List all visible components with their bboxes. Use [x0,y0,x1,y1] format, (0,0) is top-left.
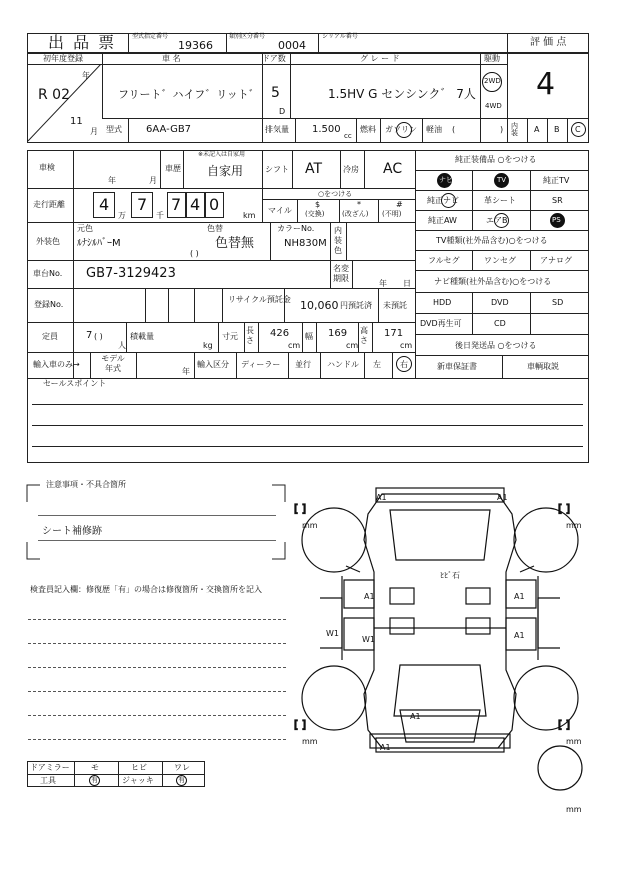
equip-genuine-navi: 純正ナビ [427,196,459,205]
height-value: 171 [384,328,404,339]
legend-break: ワレ [174,763,190,772]
mm-spare: mm [566,805,582,814]
score-value: 4 [536,67,556,102]
mm-front-left: mm [302,521,318,530]
svg-text:[ ]: [ ] [558,718,571,731]
legend-tools: 工具 [40,776,56,785]
mileage-star: * [357,200,361,209]
mileage-mile: マイル [268,206,292,215]
mileage-exchange: (交換) [305,210,325,218]
handle-label: ハンドル [327,360,359,369]
capacity-person: 人 [118,341,126,350]
model-year-label: モデル年式 [101,354,125,373]
mileage-dollar: $ [315,200,321,209]
equip-title: 純正装備品 ○をつける [455,155,537,164]
ac-value: AC [383,161,403,177]
later-manual: 車輌取説 [527,362,559,371]
disp-label: 排気量 [265,125,289,134]
score-label: 評 価 点 [530,37,567,48]
mark-left-front-door: A1 [364,592,375,601]
repaint-paren: ( ) [190,249,199,258]
mark-rear-gate: A1 [410,712,421,721]
chassis-value: GB7-3129423 [86,266,176,281]
orig-color-value: ﾙﾅｼﾙﾊﾞｰM [77,238,121,249]
color-no-value: NH830M [284,238,327,249]
ac-label: 冷房 [343,165,359,174]
navi-cd: CD [494,319,506,328]
shift-label: シフト [265,165,289,174]
mark-right-front-door: A1 [514,592,525,601]
serial-label: シリアル番号 [322,33,358,40]
recycle-unpaid: 未預託 [383,301,407,310]
history-value: 自家用 [207,164,244,178]
first-reg-era: R 02 [38,87,70,103]
width-value: 169 [328,328,348,339]
load-kg: kg [203,341,213,350]
mm-rear-right: mm [566,737,582,746]
navi-dvd: DVD [491,298,509,307]
legend-jack: ジャッキ [122,776,154,785]
inspect-label: 車検 [39,163,55,172]
svg-text:[ ]: [ ] [558,502,571,515]
mm-rear-left: mm [302,737,318,746]
first-reg-month: 11 [70,116,83,127]
grade-label: グ レ ー ド [360,54,400,63]
model-label: 型式 [106,125,122,134]
notes-line-1: シート補修跡 [42,526,102,537]
navi-type-title: ナビ種類(社外品含む)○をつける [434,277,552,286]
import-div-label: 輸入区分 [197,360,229,369]
tv-oneseg: ワンセグ [484,256,516,265]
mark-left-side: W1 [326,629,339,638]
interior-label: 内装 [511,122,518,137]
length-cm: cm [288,341,301,350]
capacity-paren: ( ) [94,332,103,341]
mark-front-bumper: A1 [376,493,387,502]
length-label: 長さ [246,326,254,345]
height-label: 高さ [360,326,368,345]
import-parallel: 並行 [295,360,311,369]
page-title: 出 品 票 [48,33,117,52]
name-change-day: 日 [403,279,411,288]
equip-leather-seat: 革シート [484,196,516,205]
color-label: 外装色 [36,237,60,246]
length-value: 426 [270,328,290,339]
door-sub: D [279,107,286,116]
notes-bracket [26,484,286,560]
mileage-tamper: (改ざん) [342,210,369,218]
car-name-label: 車 名 [162,54,181,63]
disp-value: 1.500 [312,124,341,135]
recycle-label: リサイクル預託金 [228,295,291,304]
drive-label: 駆動 [484,54,500,63]
later-warranty: 新車保証書 [437,362,477,371]
drive-4wd: 4WD [485,102,502,110]
import-label: 輸入車のみ→ [33,360,80,369]
shift-value: AT [305,161,323,177]
recycle-value: 10,060 [300,299,339,312]
mileage-sen: 千 [156,211,164,220]
interior-c: C [575,125,581,134]
repaint-value: 色替無 [215,236,255,251]
capacity-label: 定員 [42,332,58,341]
class-value: 0004 [278,39,306,52]
tv-fullseg: フルセグ [428,256,460,265]
mileage-digit-2: 7 [137,195,148,214]
type-label: 型式指定番号 [132,33,169,40]
load-label: 積載量 [130,332,154,341]
mileage-digit-1: 4 [99,195,110,214]
handle-right: 右 [400,360,408,369]
mileage-circle-note: ○をつける [318,190,353,198]
color-no-label: カラーNo. [277,224,315,233]
legend-door-mirror: ドアミラー [30,763,70,772]
history-note: ※未記入は自家用 [198,151,246,158]
first-reg-label: 初年度登録 [43,54,83,63]
repaint-label: 色替 [207,224,223,233]
sales-point-label: セールスポイント [43,379,107,388]
class-label: 類別区分番号 [229,33,266,40]
inspect-month: 月 [149,176,157,185]
mileage-digit-3: 7 [171,195,182,214]
svg-text:[ ]: [ ] [294,718,307,731]
mileage-label: 走行距離 [33,200,65,209]
mark-left-rear-door: W1 [362,635,375,644]
interior-a: A [534,125,540,134]
svg-text:[ ]: [ ] [294,502,307,515]
fuel-diesel: 軽油 [426,125,442,134]
equip-genuine-aw: 純正AW [428,216,457,225]
tv-analog: アナログ [540,256,572,265]
navi-dvd-play: DVD再生可 [420,319,462,328]
year-unit: 年 [82,71,90,80]
mileage-hash: # [396,200,403,209]
reg-no-label: 登録No. [34,300,64,309]
legend-motor: モ [91,763,99,772]
legend-jack-value: 有 [178,776,185,784]
inspect-year: 年 [108,176,116,185]
tv-type-title: TV種類(社外品含む)○をつける [436,236,548,245]
legend-tools-value: 有 [91,776,98,784]
equip-tv: TV [497,176,507,184]
grade-value: 1.5HV G センシンク゛ 7人 [328,87,476,101]
int-color-label: 内装色 [334,226,342,255]
car-name: フリート゛ハイフ゛リット゛ [118,88,260,101]
navi-sd: SD [552,298,564,307]
drive-2wd: 2WD [484,77,501,85]
equip-ps: PS [552,216,561,224]
recycle-unit: 円預託済 [340,301,372,310]
equip-sunroof: SR [552,196,563,205]
equip-navi: ナビ [439,176,453,184]
mm-front-right: mm [566,521,582,530]
car-diagram [290,480,590,820]
later-title: 後日発送品 ○をつける [455,341,537,350]
height-cm: cm [400,341,413,350]
import-dealer: ディーラー [241,360,281,369]
fuel-label: 燃料 [360,125,376,134]
width-label: 幅 [305,332,313,341]
equip-airbag: エアB [486,216,508,225]
width-cm: cm [346,341,359,350]
mileage-unknown: (不明) [382,210,402,218]
mark-rear-bumper: A1 [380,743,391,752]
name-change-label: 名変期限 [333,264,349,283]
legend-crack: ヒビ [131,763,147,772]
month-unit: 月 [90,127,98,136]
doors-value: 5 [271,85,280,101]
history-label: 車歴 [165,164,181,173]
mark-windshield: ﾋﾋﾞ石 [440,571,460,580]
inspector-note: 検査員記入欄：修復歴「有」の場合は修復箇所・交換箇所を記入 [30,585,262,594]
mileage-digit-5: 0 [209,195,220,214]
orig-color-label: 元色 [77,224,93,233]
dimension-label: 寸元 [222,332,238,341]
name-change-year: 年 [379,279,387,288]
model-year-unit: 年 [182,367,190,376]
interior-b: B [554,125,560,134]
mark-right-rear-door: A1 [514,631,525,640]
mileage-man: 万 [118,211,126,220]
type-value: 19366 [178,39,213,52]
chassis-label: 車台No. [33,269,63,278]
notes-title: 注意事項・不具合箇所 [46,480,126,489]
mark-front-right: A1 [497,493,508,502]
fuel-gasoline: ガソリン [385,125,417,134]
handle-left: 左 [373,360,381,369]
mileage-km: km [243,211,256,220]
mileage-digit-4: 4 [190,195,201,214]
doors-label: ドア数 [262,54,286,63]
disp-unit: cc [344,132,352,140]
capacity-value: 7 [86,330,93,341]
navi-hdd: HDD [433,298,452,307]
model-value: 6AA-GB7 [146,124,192,135]
equip-genuine-tv: 純正TV [543,176,570,185]
